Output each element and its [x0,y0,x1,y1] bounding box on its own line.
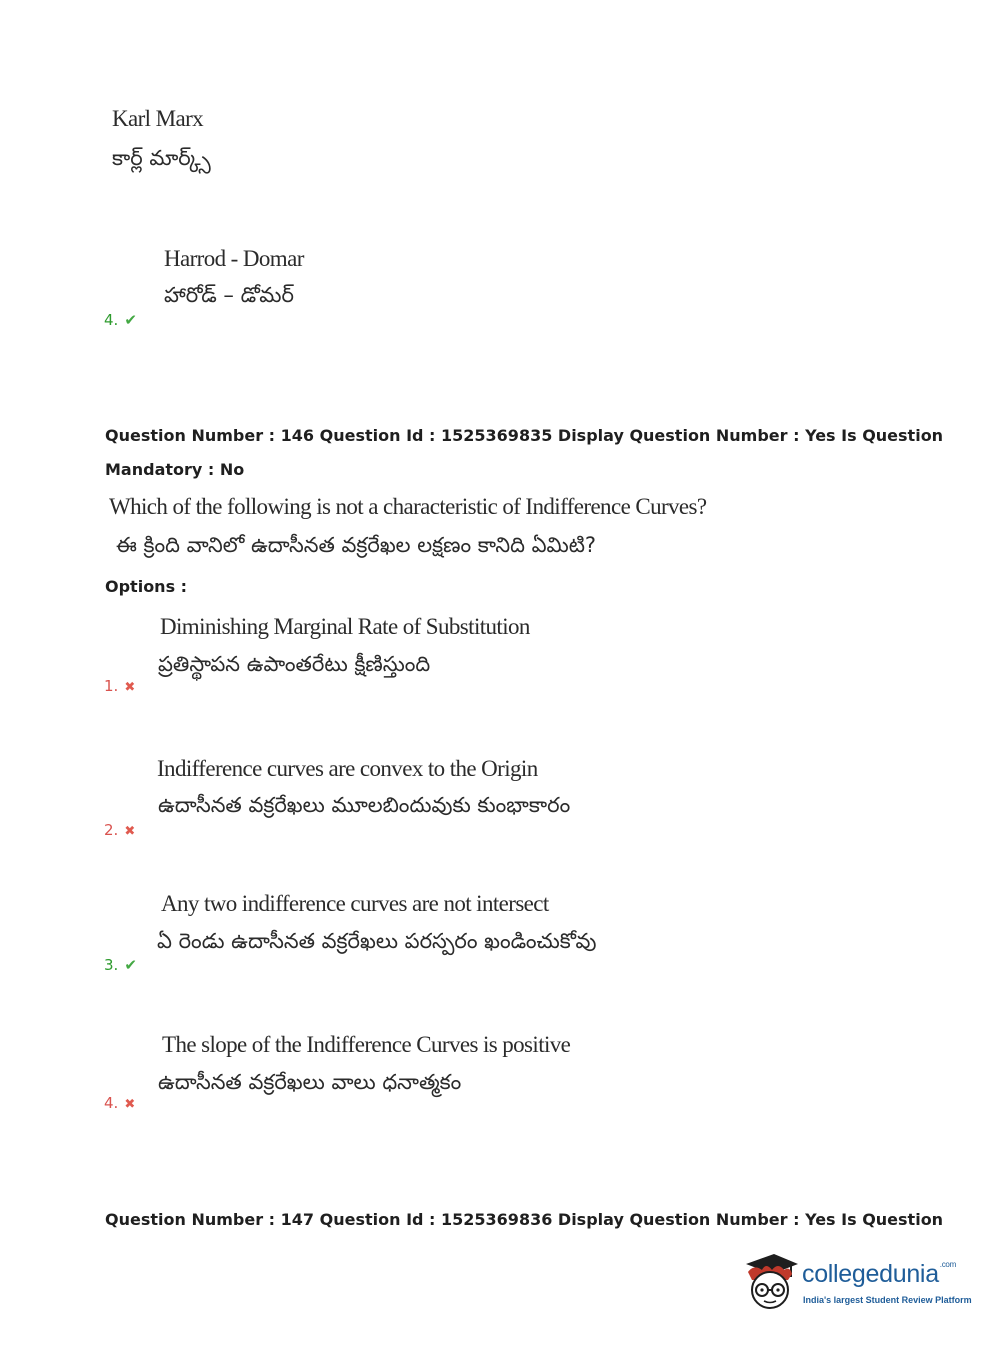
check-icon: ✔ [124,311,137,329]
question-146-text-te: ఈ క్రింది వానిలో ఉదాసీనత వక్రరేఖల లక్షణం కానిది ఏమిటి? [116,533,597,557]
cross-icon: ✖ [124,680,136,695]
option-2-en: Indifference curves are convex to the Origin [157,756,538,781]
option-3-en: Any two indifference curves are not intersect [161,891,549,916]
options-label: Options : [105,577,188,596]
prev-option4-te: హారోడ్ – డోమర్ [164,283,294,307]
cross-icon: ✖ [124,824,136,839]
prev-option3-te: కార్ల్ మార్క్స్ [112,146,211,170]
mascot-icon [740,1250,802,1316]
question-146-text-en: Which of the following is not a characteristic of Indifference Curves? [109,494,707,519]
brand-suffix: .com [939,1260,956,1269]
question-146-header: Question Number : 146 Question Id : 1525369835 Display Question Number : Yes Is Question [105,426,944,445]
collegedunia-logo [740,1250,970,1316]
prev-option4-number [104,311,137,329]
brand-tagline: India's largest Student Review Platform [803,1295,972,1305]
option-4-en: The slope of the Indifference Curves is positive [162,1032,571,1057]
option-3-te: ఏ రెండు ఉదాసీనత వక్రరేఖలు పరస్పరం ఖండించుకోవు [157,929,597,953]
option-4-number [104,1094,135,1112]
option-number: 2. [104,821,119,839]
prev-option3-en: Karl Marx [112,106,204,131]
option-3-number [104,956,137,974]
option-2-number [104,821,135,839]
option-number: 1. [104,677,119,695]
option-number: 4. [104,1094,119,1112]
cross-icon: ✖ [124,1097,136,1112]
question-147-header: Question Number : 147 Question Id : 1525369836 Display Question Number : Yes Is Question [105,1210,944,1229]
option-2-te: ఉదాసీనత వక్రరేఖలు మూలబిందువుకు కుంభాకారం [158,793,571,817]
option-number: 4. [104,311,119,329]
option-1-en: Diminishing Marginal Rate of Substitution [160,614,530,639]
prev-option4-en: Harrod - Domar [164,246,304,271]
option-1-number [104,677,135,695]
check-icon: ✔ [124,956,137,974]
brand-text: collegedunia [802,1260,939,1288]
brand-name [802,1260,956,1289]
question-146-mandatory: Mandatory : No [105,460,245,479]
option-1-te: ప్రతిస్థాపన ఉపాంతరేటు క్షీణిస్తుంది [158,652,431,676]
option-number: 3. [104,956,119,974]
option-4-te: ఉదాసీనత వక్రరేఖలు వాలు ధనాత్మకం [158,1070,462,1094]
